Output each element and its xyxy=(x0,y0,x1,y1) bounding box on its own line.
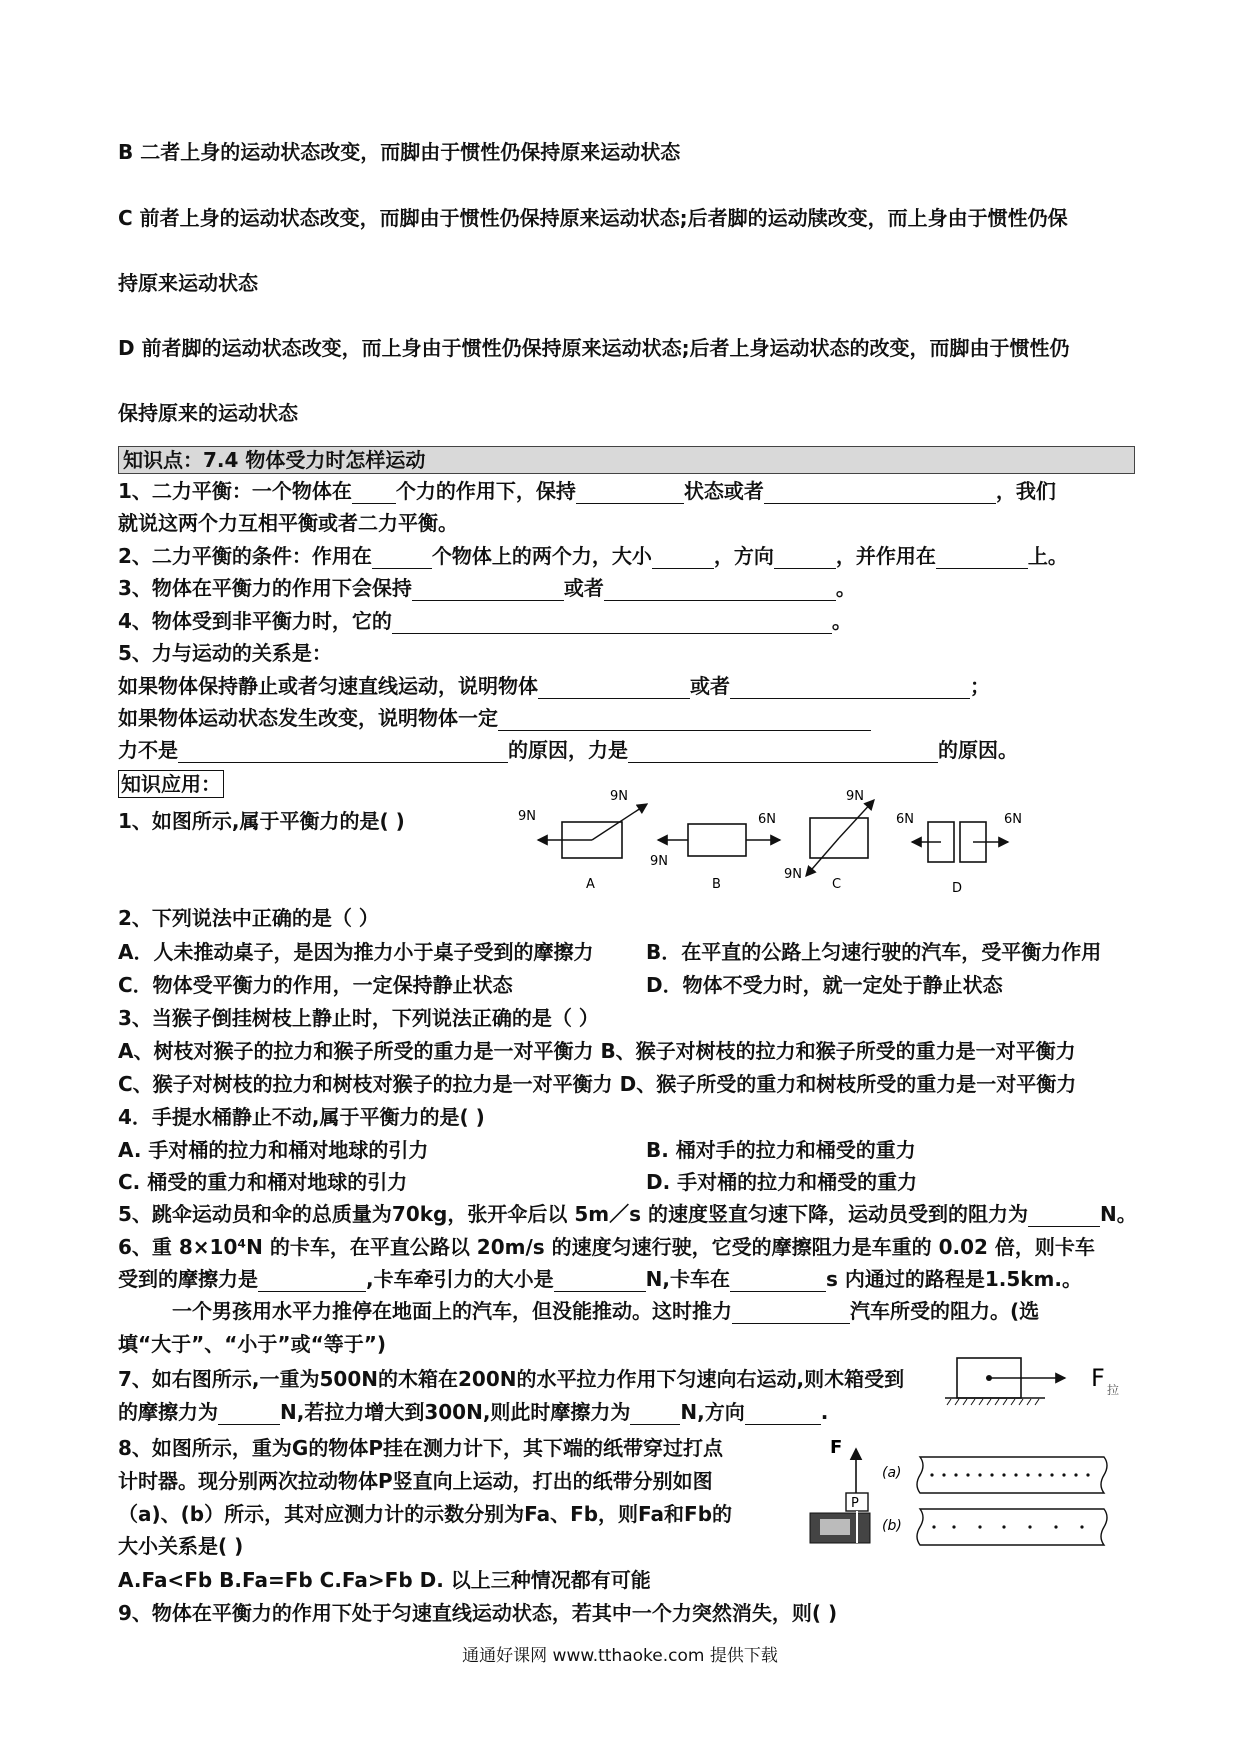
svg-text:6N: 6N xyxy=(1004,812,1022,827)
question-4: 4．手提水桶静止不动,属于平衡力的是( ) xyxy=(118,1105,485,1129)
diagram-d xyxy=(896,812,1022,896)
svg-text:9N: 9N xyxy=(610,790,628,804)
question-6-line4: 填“大于”、“小于”或“等于”) xyxy=(118,1332,387,1356)
knowledge-5: 5、力与运动的关系是： xyxy=(118,641,332,665)
knowledge-5c: 力不是 的原因，力是 的原因。 xyxy=(118,738,1018,762)
question-8-line2: 计时器。现分别两次拉动物体P竖直向上运动，打出的纸带分别如图 xyxy=(118,1469,713,1493)
svg-text:(a): (a) xyxy=(882,1465,902,1481)
question-8-line3: （a)、(b）所示，其对应测力计的示数分别为Fa、Fb，则Fa和Fb的 xyxy=(118,1502,733,1526)
question-3-options-cd: C、猴子对树枝的拉力和树枝对猴子的拉力是一对平衡力 D、猴子所受的重力和树枝所受的重力是一对平衡力 xyxy=(118,1072,1077,1096)
question-4-option-b: B. 桶对手的拉力和桶受的重力 xyxy=(646,1138,916,1162)
question-2: 2、下列说法中正确的是（ ） xyxy=(118,906,379,930)
option-d-line1: D 前者脚的运动状态改变，而上身由于惯性仍保持原来运动状态;后者上身运动状态的改变，而脚由于惯性仍 xyxy=(118,336,1070,360)
question-6-line3: 一个男孩用水平力推停在地面上的汽车，但没能推动。这时推力 汽车所受的阻力。(选 xyxy=(172,1299,1040,1323)
question-2-option-b: B．在平直的公路上匀速行驶的汽车，受平衡力作用 xyxy=(646,940,1102,964)
question-3: 3、当猴子倒挂树枝上静止时，下列说法正确的是（ ） xyxy=(118,1006,599,1030)
question-7-line2: 的摩擦力为 N,若拉力增大到300N,则此时摩擦力为 N,方向 . xyxy=(118,1400,829,1424)
question-4-option-a: A. 手对桶的拉力和桶对地球的引力 xyxy=(118,1138,429,1162)
svg-text:9N: 9N xyxy=(518,809,536,824)
svg-text:F: F xyxy=(1091,1364,1105,1392)
force-diagram-q1 xyxy=(510,790,1070,900)
crate-pull-diagram xyxy=(945,1352,1125,1418)
option-c-line1: C 前者上身的运动状态改变，而脚由于惯性仍保持原来运动状态;后者脚的运动牍改变，而上身由于惯性仍保 xyxy=(118,206,1068,230)
svg-text:F: F xyxy=(830,1437,843,1458)
svg-text:6N: 6N xyxy=(896,812,914,827)
svg-text:9N: 9N xyxy=(846,790,864,804)
question-2-option-c: C．物体受平衡力的作用，一定保持静止状态 xyxy=(118,973,513,997)
knowledge-5b: 如果物体运动状态发生改变，说明物体一定 xyxy=(118,705,871,731)
knowledge-5a: 如果物体保持静止或者匀速直线运动，说明物体 或者 ； xyxy=(118,674,990,698)
diagram-b xyxy=(650,812,780,892)
page-footer: 通通好课网 www.tthaoke.com 提供下载 xyxy=(462,1646,778,1666)
option-b-line: B 二者上身的运动状态改变，而脚由于惯性仍保持原来运动状态 xyxy=(118,140,681,164)
svg-text:(b): (b) xyxy=(882,1518,902,1534)
question-6-line1: 6、重 8×10⁴N 的卡车，在平直公路以 20m/s 的速度匀速行驶，它受的摩擦阻力是车重的 0.02 倍，则卡车 xyxy=(118,1235,1095,1259)
question-8-line1: 8、如图所示，重为G的物体P挂在测力计下，其下端的纸带穿过打点 xyxy=(118,1436,723,1460)
svg-text:9N: 9N xyxy=(650,854,668,869)
question-3-options-ab: A、树枝对猴子的拉力和猴子所受的重力是一对平衡力 B、猴子对树枝的拉力和猴子所受的重力是一对平衡力 xyxy=(118,1039,1076,1063)
svg-text:C: C xyxy=(832,877,842,892)
knowledge-1: 1、二力平衡：一个物体在 个力的作用下，保持 状态或者 ，我们 xyxy=(118,479,1056,503)
knowledge-1b: 就说这两个力互相平衡或者二力平衡。 xyxy=(118,511,458,535)
knowledge-4: 4、物体受到非平衡力时，它的 。 xyxy=(118,609,852,633)
svg-text:6N: 6N xyxy=(758,812,776,827)
ticker-tape-diagram xyxy=(808,1435,1118,1555)
option-d-line2: 保持原来的运动状态 xyxy=(118,401,298,425)
diagram-a xyxy=(518,790,647,892)
svg-text:D: D xyxy=(952,881,963,896)
question-4-option-c: C. 桶受的重力和桶对地球的引力 xyxy=(118,1170,408,1194)
question-2-option-d: D．物体不受力时，就一定处于静止状态 xyxy=(646,973,1003,997)
svg-text:9N: 9N xyxy=(784,867,802,882)
application-header: 知识应用： xyxy=(118,770,224,798)
diagram-c xyxy=(784,790,874,892)
question-7-line1: 7、如右图所示,一重为500N的木箱在200N的水平拉力作用下匀速向右运动,则木箱受到 xyxy=(118,1367,905,1391)
section-header: 知识点：7.4 物体受力时怎样运动 xyxy=(118,446,1135,474)
knowledge-3: 3、物体在平衡力的作用下会保持 或者 。 xyxy=(118,576,856,600)
svg-text:A: A xyxy=(586,877,595,892)
question-8-line4: 大小关系是( ) xyxy=(118,1534,244,1558)
option-c-line2: 持原来运动状态 xyxy=(118,271,258,295)
question-6-line2: 受到的摩擦力是 ,卡车牵引力的大小是 N,卡车在 s 内通过的路程是1.5km.。 xyxy=(118,1267,1082,1291)
question-2-option-a: A．人未推动桌子，是因为推力小于桌子受到的摩擦力 xyxy=(118,940,594,964)
question-1: 1、如图所示,属于平衡力的是( ) xyxy=(118,809,405,833)
svg-text:B: B xyxy=(712,877,721,892)
question-8-options: A.Fa<Fb B.Fa=Fb C.Fa>Fb D. 以上三种情况都有可能 xyxy=(118,1568,651,1592)
question-4-option-d: D. 手对桶的拉力和桶受的重力 xyxy=(646,1170,918,1194)
knowledge-2: 2、二力平衡的条件：作用在 个物体上的两个力，大小 ，方向 ，并作用在 上。 xyxy=(118,544,1068,568)
question-9: 9、物体在平衡力的作用下处于匀速直线运动状态，若其中一个力突然消失，则( ) xyxy=(118,1601,838,1625)
question-5: 5、跳伞运动员和伞的总质量为70kg，张开伞后以 5m／s 的速度竖直匀速下降，运动员受到的阻力为 N。 xyxy=(118,1202,1137,1226)
svg-text:P: P xyxy=(851,1496,859,1511)
svg-text:拉: 拉 xyxy=(1107,1383,1120,1397)
